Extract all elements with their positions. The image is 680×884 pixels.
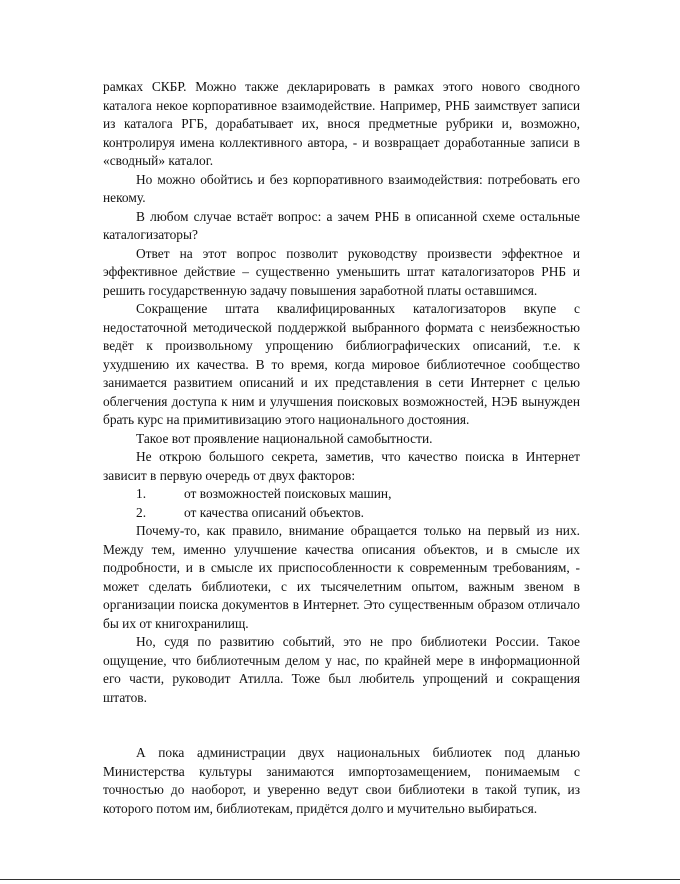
paragraph: Но можно обойтись и без корпоративного взаимодействия: потребовать его некому. xyxy=(103,171,580,205)
list-text: от качества описаний объектов. xyxy=(184,504,365,520)
paragraph: Не открою большого секрета, заметив, что качество поиска в Интернет зависит в первую очередь от двух факторов: xyxy=(103,449,580,483)
document-page xyxy=(103,78,580,818)
paragraph-gap xyxy=(103,707,580,726)
paragraph: Такое вот проявление национальной самобытности. xyxy=(136,430,433,446)
list-text: от возможностей поисковых машин, xyxy=(184,486,392,501)
paragraph-final: А пока администрации двух национальных библиотек под дланью Министерства культуры занимаются импортозамещением, понимаемым с точностью до наоборот, и уверенно ведут свои библиотеки в такой тупик, из которого потом им, библиотекам, придётся долго и мучительно выбираться. xyxy=(103,745,580,816)
paragraph-gap xyxy=(103,726,580,745)
numbered-list xyxy=(103,485,580,522)
list-number: 2. xyxy=(136,504,147,520)
paragraph: Ответ на этот вопрос позволит руководству произвести эффектное и эффективное действие – существенно уменьшить штат каталогизаторов РНБ и решить государственную задачу повышения заработной платы оставшимся. xyxy=(103,245,580,298)
paragraph: Почему-то, как правило, внимание обращается только на первый из них. Между тем, именно улучшение качества описания объектов, и в смысле их подробности, и в смысле их приспособленности к современным требованиям, - может сделать библиотеки, с их тысячелетним опытом, важным звеном в организации поиска документов в Интернет. Это существенным образом отличало бы их от книгохранилищ. xyxy=(103,523,580,631)
list-item xyxy=(103,485,580,504)
paragraph: Но, судя по развитию событий, это не про библиотеки России. Такое ощущение, что библиотечным делом у нас, по крайней мере в информационной его части, руководит Атилла. Тоже был любитель упрощений и сокращения штатов. xyxy=(103,634,580,705)
paragraph: рамках СКБР. Можно также декларировать в рамках этого нового сводного каталога некое корпоративное взаимодействие. Например, РНБ заимствует записи из каталога РГБ, дорабатывает их, внося предметные рубрики и, возможно, контролируя имена коллективного автора, - и возвращает доработанные записи в «сводный» каталог. xyxy=(103,79,580,168)
paragraph: Сокращение штата квалифицированных каталогизаторов вкупе с недостаточной методической поддержкой выбранного формата с неизбежностью ведёт к произвольному упрощению библиографических описаний, т.е. к ухудшению их качества. В то время, когда мировое библиотечное сообщество занимается развитием описаний и их представления в сети Интернет с целью облегчения доступа к ним и улучшения поисковых возможностей, НЭБ вынужден брать курс на примитивизацию этого национального достояния. xyxy=(103,301,580,427)
list-item xyxy=(103,504,580,523)
paragraph: В любом случае встаёт вопрос: а зачем РНБ в описанной схеме остальные каталогизаторы? xyxy=(103,208,580,242)
list-number: 1. xyxy=(136,486,147,501)
page-bottom-divider xyxy=(0,879,680,880)
